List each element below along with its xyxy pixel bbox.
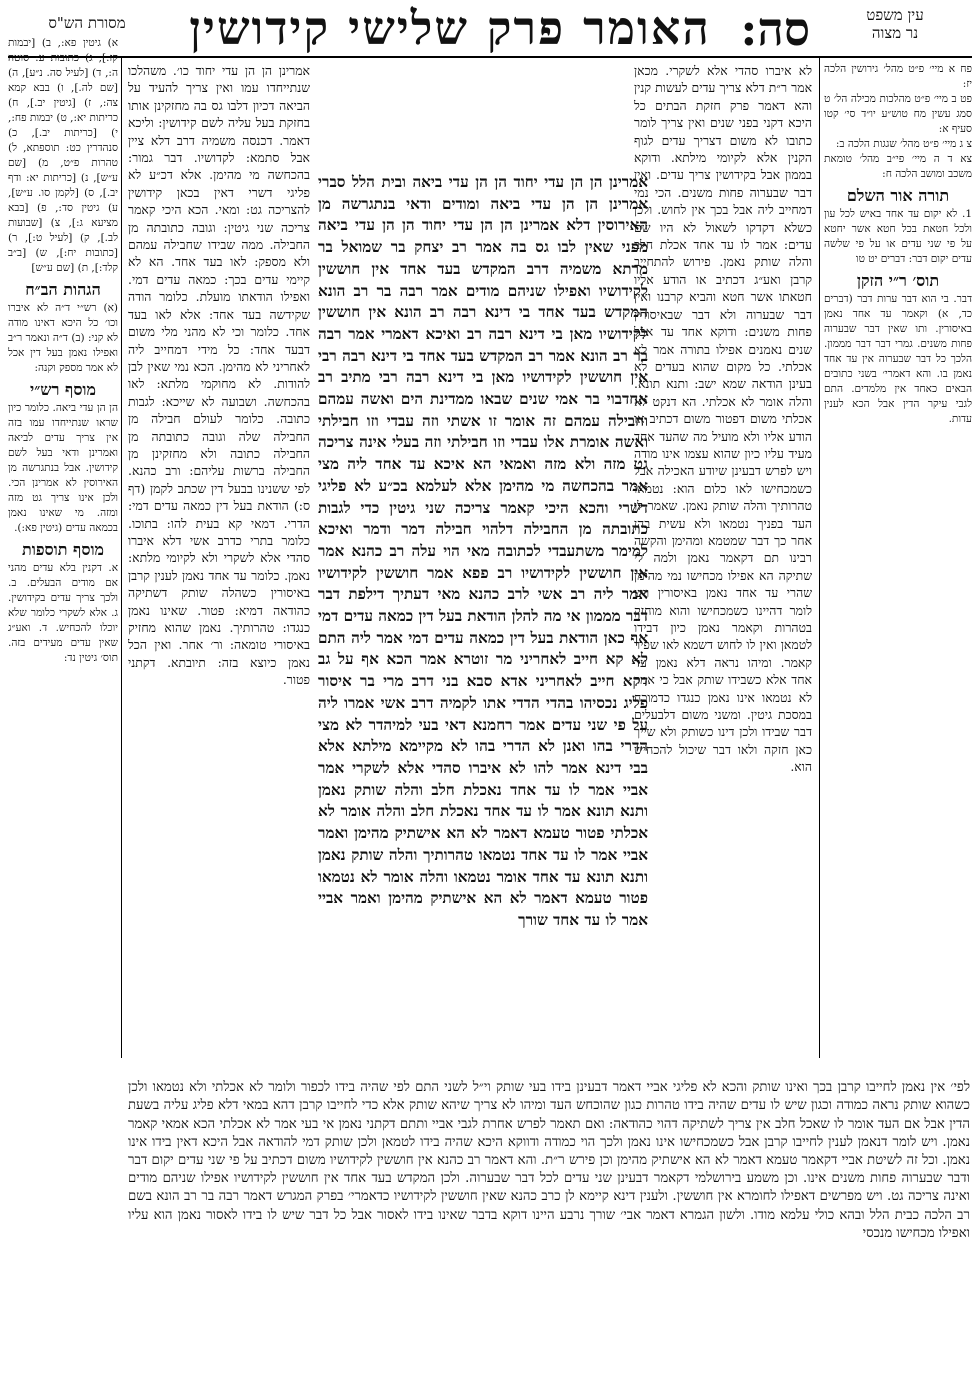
bottom-commentary-block xyxy=(128,1066,970,1386)
masoret-hashas-text: א) גיטין פא:, ב) [יבמות קז.], ג) כתובות ע: סוטה ה:, ד) [לעיל סה. נ״ע], ה) [שם לה.], ו) בבא קמא צה:, ז) [גיטין יב.], ח) כריתות יא:, ט) יבמות פח:, י) [כריתות יב.], כ) סנהדרין כט: תוספתא, ל) טהרות פ״ט, מ) [שם ע״ש], נ) [כריתות יא: ודף יב.], ס) [לקמן סו. ע״ש], ע) גיטין סד:, פ) [בבא מציעא ג:], צ) [שבועות לב.], ק) [לעיל ט:], ר) [כתובות יח:], ש) [ב״ב קלד:], ת) [שם ע״ש] xyxy=(8,37,118,274)
ein-mishpat-label: עין משפט xyxy=(866,6,924,24)
ner-mitzvah-label: נר מצוה xyxy=(871,24,919,42)
header-rule xyxy=(8,56,972,58)
tosafot-text: לא איברו סהדי אלא לשקרי. מכאן אמר ר״ת דלא צריך עדים לעשות קנין והא דאמר פרק חזקת הבתים כל היכא דקני בפני שנים ואין צריך לומר כתובו לא משום דצריך עדים לגוף הקנין אלא לקיומי מילתא. ודוקא בממון אבל בקידושין צריך עדים. ואין דבר שבערוה פחות משנים. הכי נמי דמחייב ליה אבל בכך אין לחוש. ולכן כשלא דקדקו לשאול לא היו שם עדים: אמר לו עד אחד אכלת חלב והלה שותק נאמן. פירוש להתחייב קרבן ואע״ג דכתיב או הודע אליו חטאתו אשר חטא והביא קרבנו ואין דבר שבערוה ולא דבר שבאיסורין פחות משנים: ודוקא אחד עד אבל שנים נאמנים אפילו בתורה אמר לא אכלתי. כל מקום שהוא בעדים לא בעינן הודאה שמא ישב: ותנא תונא. והלה אומר לא אכלתי. הא דנקט לא אכלתי משום דפטור משום דכתיב או הודע אליו ולא מועיל מה שהעד אחד מעיד עליו כיון שהוא עצמו אינו מודה ויש לפרש דבעינן שיודע האכילה אבל כשמכחישו לאו כלום הוא: נטמאו טהרותיך והלה שותק נאמן. שאמר לו העד בפניך נטמאו ולא עשית בהן אחר כך דבר שמטמא ומהימן והקשה רבינו תם דקאמר נאמן ולמה לי שתיקה הא אפילו מכחישו נמי מהימן שהרי עד אחד נאמן באיסורין ויש לומר דהיינו כשמכחישו והוא מוחזק בטהרות וקאמר נאמן כיון דבידו לטמאן ואין לו לחוש דשמא לאו שפיר קאמר. ומיהו נראה דלא נאמן עד אחד אלא כשבידו שותק אבל כי אמר לא נטמאו אינו נאמן כנגדו כדמוכח במסכת גיטין. ומשני משום דלבעלים דבר שבידו ולכן דינו כשותק ולא שייך כאן חזקה ולאו דבר שיכול להכחיש הוא. xyxy=(634,63,812,775)
musaf-tosafot-text: א. דקנין בלא עדים מהני אם מודים הבעלים. ב. ולכך צריך עדים בקידושין. ג. אלא לשקרי כלומר שלא יוכלו להכחיש. ד. ואע״ג שאין עדים מעידים בזה. תוס׳ גיטין נד: xyxy=(8,562,118,664)
torah-or-text: 1. לא יקום עד אחד באיש לכל עון ולכל חטאת בכל חטא אשר יחטא על פי שני עדים או על פי שלשה עדים יקום דבר: דברים יט טו xyxy=(824,208,972,265)
tosafot-column xyxy=(634,62,812,1062)
page-number: סה: xyxy=(740,4,810,54)
left-margin-rule xyxy=(121,58,122,1058)
gemara-column xyxy=(318,172,648,1072)
torah-or-title: תורה אור השלם xyxy=(846,186,950,205)
rashi-text: אמרינן הן הן עדי יחוד כו׳. משהלכו שנתייחדו עמו ואין צריך להעיד על הביאה דכיון דלבו גס בה מחזקינן אותו בחזקת בעל עליה לשם קידושין: וליכא דאמר. דכנסה משמיה דרב דלא ציין אבל סתמא: לקדושיו. דבר גמור: בהכחשה מי מהימן. אלא דכ״ע לא פליגי דשרי דאין בכאן קידושין להצריכה גט: ומאי. הכא היכי קאמר צריכה שני גיטין: וגובה כתובתה מן החבילה. ממה שבידו שחבילה עמהם ולא מספק: לאו בעד אחד. הא לא קיימי עדים בכך: כמאה עדים דמי. ואפילו הודאתו מועלת. כלומר הודה שקידשה בעד אחד: אלא לאו בעד אחד. כלומר וכי לא מהני מלי משום דבעד אחד: כל מידי דמחייב ליה לאחריני לא מהימן. הכא נמי שאין לבן להודות. לא מחוקמי מלתא: לאו בהכחשה. ושבועה לא שייכא: לגבות כתובה. כלומר לעולם חבילה מן החבילה שלה וגובה כתובתה מן החבילה כתובה ולא מחזקינן מן החבילה ברשות עליהם: ורב כהנא. לפי ששנינו בבעל דין שכתב לקמן (דף ס:) הודאת בעל דין כמאה עדים דמי: הדרי. דמאי קא בעית להו: בתוכו. כלומר בתרי כדרב אשי דלא איברו סהדי אלא לשקרי ולא לקיומי מלתא: נאמן. כלומר עד אחד נאמן לענין קרבן באיסורין כשהלה שותק דשתיקה כהודאה דמיא: פטור. שאינו נאמן כנגדו: טהרותיך. נאמן שהוא מחזיק באיסורי טומאה: ור׳ אחר. ואין הכל נאמן כיוצא בזה: תיובתא. דקתני פטור. xyxy=(128,63,310,688)
hagahot-text: (א) רש״י ד״ה לא איברו וכו׳ כל היכא דאינו מודה לא קני: (ב) ד״ה ונאמר ר״ב ואפילו נאמן בעל דין אכל לא אמר מספק וקנה: xyxy=(8,302,118,374)
masoret-header: מסורת הש"ס xyxy=(48,14,126,32)
tos-rid-text: דבר. בי הוא דבר ערות דבר (דברים כד, א) וקאמר עד אחד נאמן באיסורין. ותו שאין דבר שבערוה פחות משנים. גמרי דבר דבר מממון. הלכך כל דבר שבערוה אין עד אחד נאמן בו. והא דאמרי׳ בשני כתובים הבאים כאחד אין מלמדים. התם לגבי עיקר הדין אבל הכא לענין עדות. xyxy=(824,293,972,425)
musaf-tosafot-title: מוסף תוספות xyxy=(21,540,105,559)
musaf-rashi-title: מוסף רש״י xyxy=(30,380,96,399)
tos-rid-title: תוס׳ ר״י הזקן xyxy=(856,271,940,290)
rashi-column xyxy=(128,62,310,1062)
page-title: האומר פרק שלישי קידושין xyxy=(189,2,711,54)
right-margin-rule xyxy=(819,58,820,1058)
left-margin-column xyxy=(8,36,118,1046)
ein-mishpat-entry: צא ד ה מיי׳ פי״ב מהל׳ טומאת משכב ומושב הלכה ח: xyxy=(824,153,972,180)
ein-mishpat-header xyxy=(820,6,970,58)
ein-mishpat-entry: פט ב מיי׳ פ״ט מהלכות מכילה הל׳ ט סמג עשין מח טוש״ע יו״ד סי׳ קטו סעיף א: xyxy=(824,93,972,135)
ein-mishpat-entry: פח א מיי׳ פ״ט מהל׳ גירושין הלכה יז: xyxy=(824,63,972,90)
gemara-text: אמרינן הן הן עדי יחוד הן הן עדי ביאה ובית הלל סברי אמרינן הן הן עדי ביאה ומודים ודאי בנתגרשה מן האירוסין דלא אמרינן הן הן עדי יחוד הן הן עדי ביאה מפני שאין לבו גס בה אמר רב יצחק בר שמואל בר מרתא משמיה דרב המקדש בעד אחד אין חוששין לקידושיו ואפילו שניהם מודים אמר רבה בר רב הונא המקדש בעד אחד בי דינא רבה רב הונא אין חוששין לקידושיו מאן בי דינא רבה רב ואיכא דאמרי אמר רבה בר רב הונא אמר רב המקדש בעד אחד בי דינא רבה רבי אין חוששין לקידושיו מאן בי דינא רבה רבי מתיב רב אחדבוי בר אמי שנים שבאו ממדינת הים ואשה עמהם וחבילה עמהם זה אומר זו אשתי וזה עבדי וזו חבילתי ואשה אומרת אלו עבדי וזו חבילתי וזה בעלי אינה צריכה גט מזה ולא מזה ואמאי הא איכא עד אחד ליה מצי אמר בהכחשה מי מהימן אלא לעלמא בכ״ע לא פליגי דשרי והכא היכי קאמר צריכה שני גיטין כדי לגבות כתובתה מן החבילה דלהוי חבילה דמר ודמר ואיכא למימר משתעבדי לכתובה מאי הוי עלה רב כהנא אמר אין חוששין לקידושיו רב פפא אמר חוששין לקידושיו אמר ליה רב אשי לרב כהנא מאי דעתיך דילפת דבר דבר מממון אי מה להלן הודאת בעל דין כמאה עדים דמי אף כאן הודאת בעל דין כמאה עדים דמי אמר ליה התם לא קא חייב לאחריני מר זוטרא אמר הכא אף על גב דקא חייב לאחריני אדא סבא בני דרב מרי בר איסור פליג נכסיהו בהדי הדדי אתו לקמיה דרב אשי אמרו ליה על פי שני עדים אמר רחמנא דאי בעי למיהדר לא מצי הדרי בהו ואנן לא הדרי בהו לא מקיימא מילתא אלא בבי דינא אמר להו לא איברו סהדי אלא לשקרי אמר אביי אמר לו עד אחד נאכלת חלב והלה שותק נאמן ותנא תונא אמר לו עד אחד נאכלת חלב והלה אומר לא אכלתי פטור טעמא דאמר לא הא אישתיק מהימן ואמר אביי אמר לו עד אחד נטמאו טהרותיך והלה שותק נאמן ותנא תונא עד אחד אומר נטמאו והלה אומר לא נטמאו פטור טעמא דאמר לא הא אישתיק מהימן ואמר אביי אמר לו עד אחד שורך xyxy=(318,173,648,929)
ein-mishpat-entry: צ ג מיי׳ פ״ט מהל׳ שגגות הלכה ב: xyxy=(835,138,972,150)
bottom-commentary-text: לפי׳ אין נאמן לחייבו קרבן בכך ואינו שותק והכא לא פליגי אביי דאמר דבעינן בידו בעי שותק וי״ל לשני התם לפי שהיה בידו לכפור ולומר לא אכלתי ולא נטמאו ולכן כשהוא שותק נראה כמודה וכגון שיש לו עדים שהיה בידו טהרות כגון שהוכחש העד ומיהו לא צריך שיהא שותק אלא כדי לחייבו קרבן דהא במאי דלא פליג עליה בשעת הדין אבל אם העד אומר לו שאכל חלב אין צריך לשתיקה דהוי כהודאה: ואם תאמר לפרש אחרת לגבי אביי ותתם דקתני נאמן אי בעי אמר לא אכלתי הכא אמאי קאמר נאמן. ויש לומר דנאמן לענין לחייבו קרבן אבל כשמכחישו אינו נאמן ולכך הוי כמודה ודווקא היכא שהיה בידו לטמאן ולכן שותק דמי להודאה אבל היכא דאין בידו אינו נאמן. וכל זה לשיטת אביי דקאמר טעמא דאמר לא הא אישתיק מהימן וכן פירש ר״ת. והא דאמר רב כהנא אין חוששין לקידושיו משום דכתיב על פי שני עדים יקום דבר ודבר שבערוה פחות משנים אינו. וכן משמע בירושלמי דקאמר דבעינן שני עדים לכל דבר שבערוה. ולכן המקדש בעד אחד אין חוששין לקידושיו אפילו שניהם מודים ואינה צריכה גט. ויש מפרשים דאפילו לחומרא אין חוששין. ולענין דינא קיימא לן כרב כהנא שאין חוששין לקידושיו כדאמרי׳ בפרק המגרש דאמר רבה בר רב הונא בשם רב הלכה כבית הלל ובהא כולי עלמא מודו. ולשון הגמרא דאמר אבי׳ שורך נרבע היינו דוקא בדבר שאינו בידו לאסור אבל כל דבר שיש לו בידו לאסור נאמן הוא עליו ואפילו מכחישו מנכסי xyxy=(128,1080,970,1241)
musaf-rashi-text: הן הן עדי ביאה. כלומר כיון שראו שנתייחדו עמו בזה אין צריך עדים לביאה ואמרינן ודאי בעל לשם קידושין. אבל בנתגרשה מן האירוסין לא אמרינן הכי. ולכן אינו צריך גט מזה ומזה. מי שאינו נאמן בכמאה עדים (גיטין פא:). xyxy=(8,402,118,534)
hagahot-title: הגהות הב״ח xyxy=(25,280,101,299)
right-margin-column xyxy=(824,62,972,1052)
